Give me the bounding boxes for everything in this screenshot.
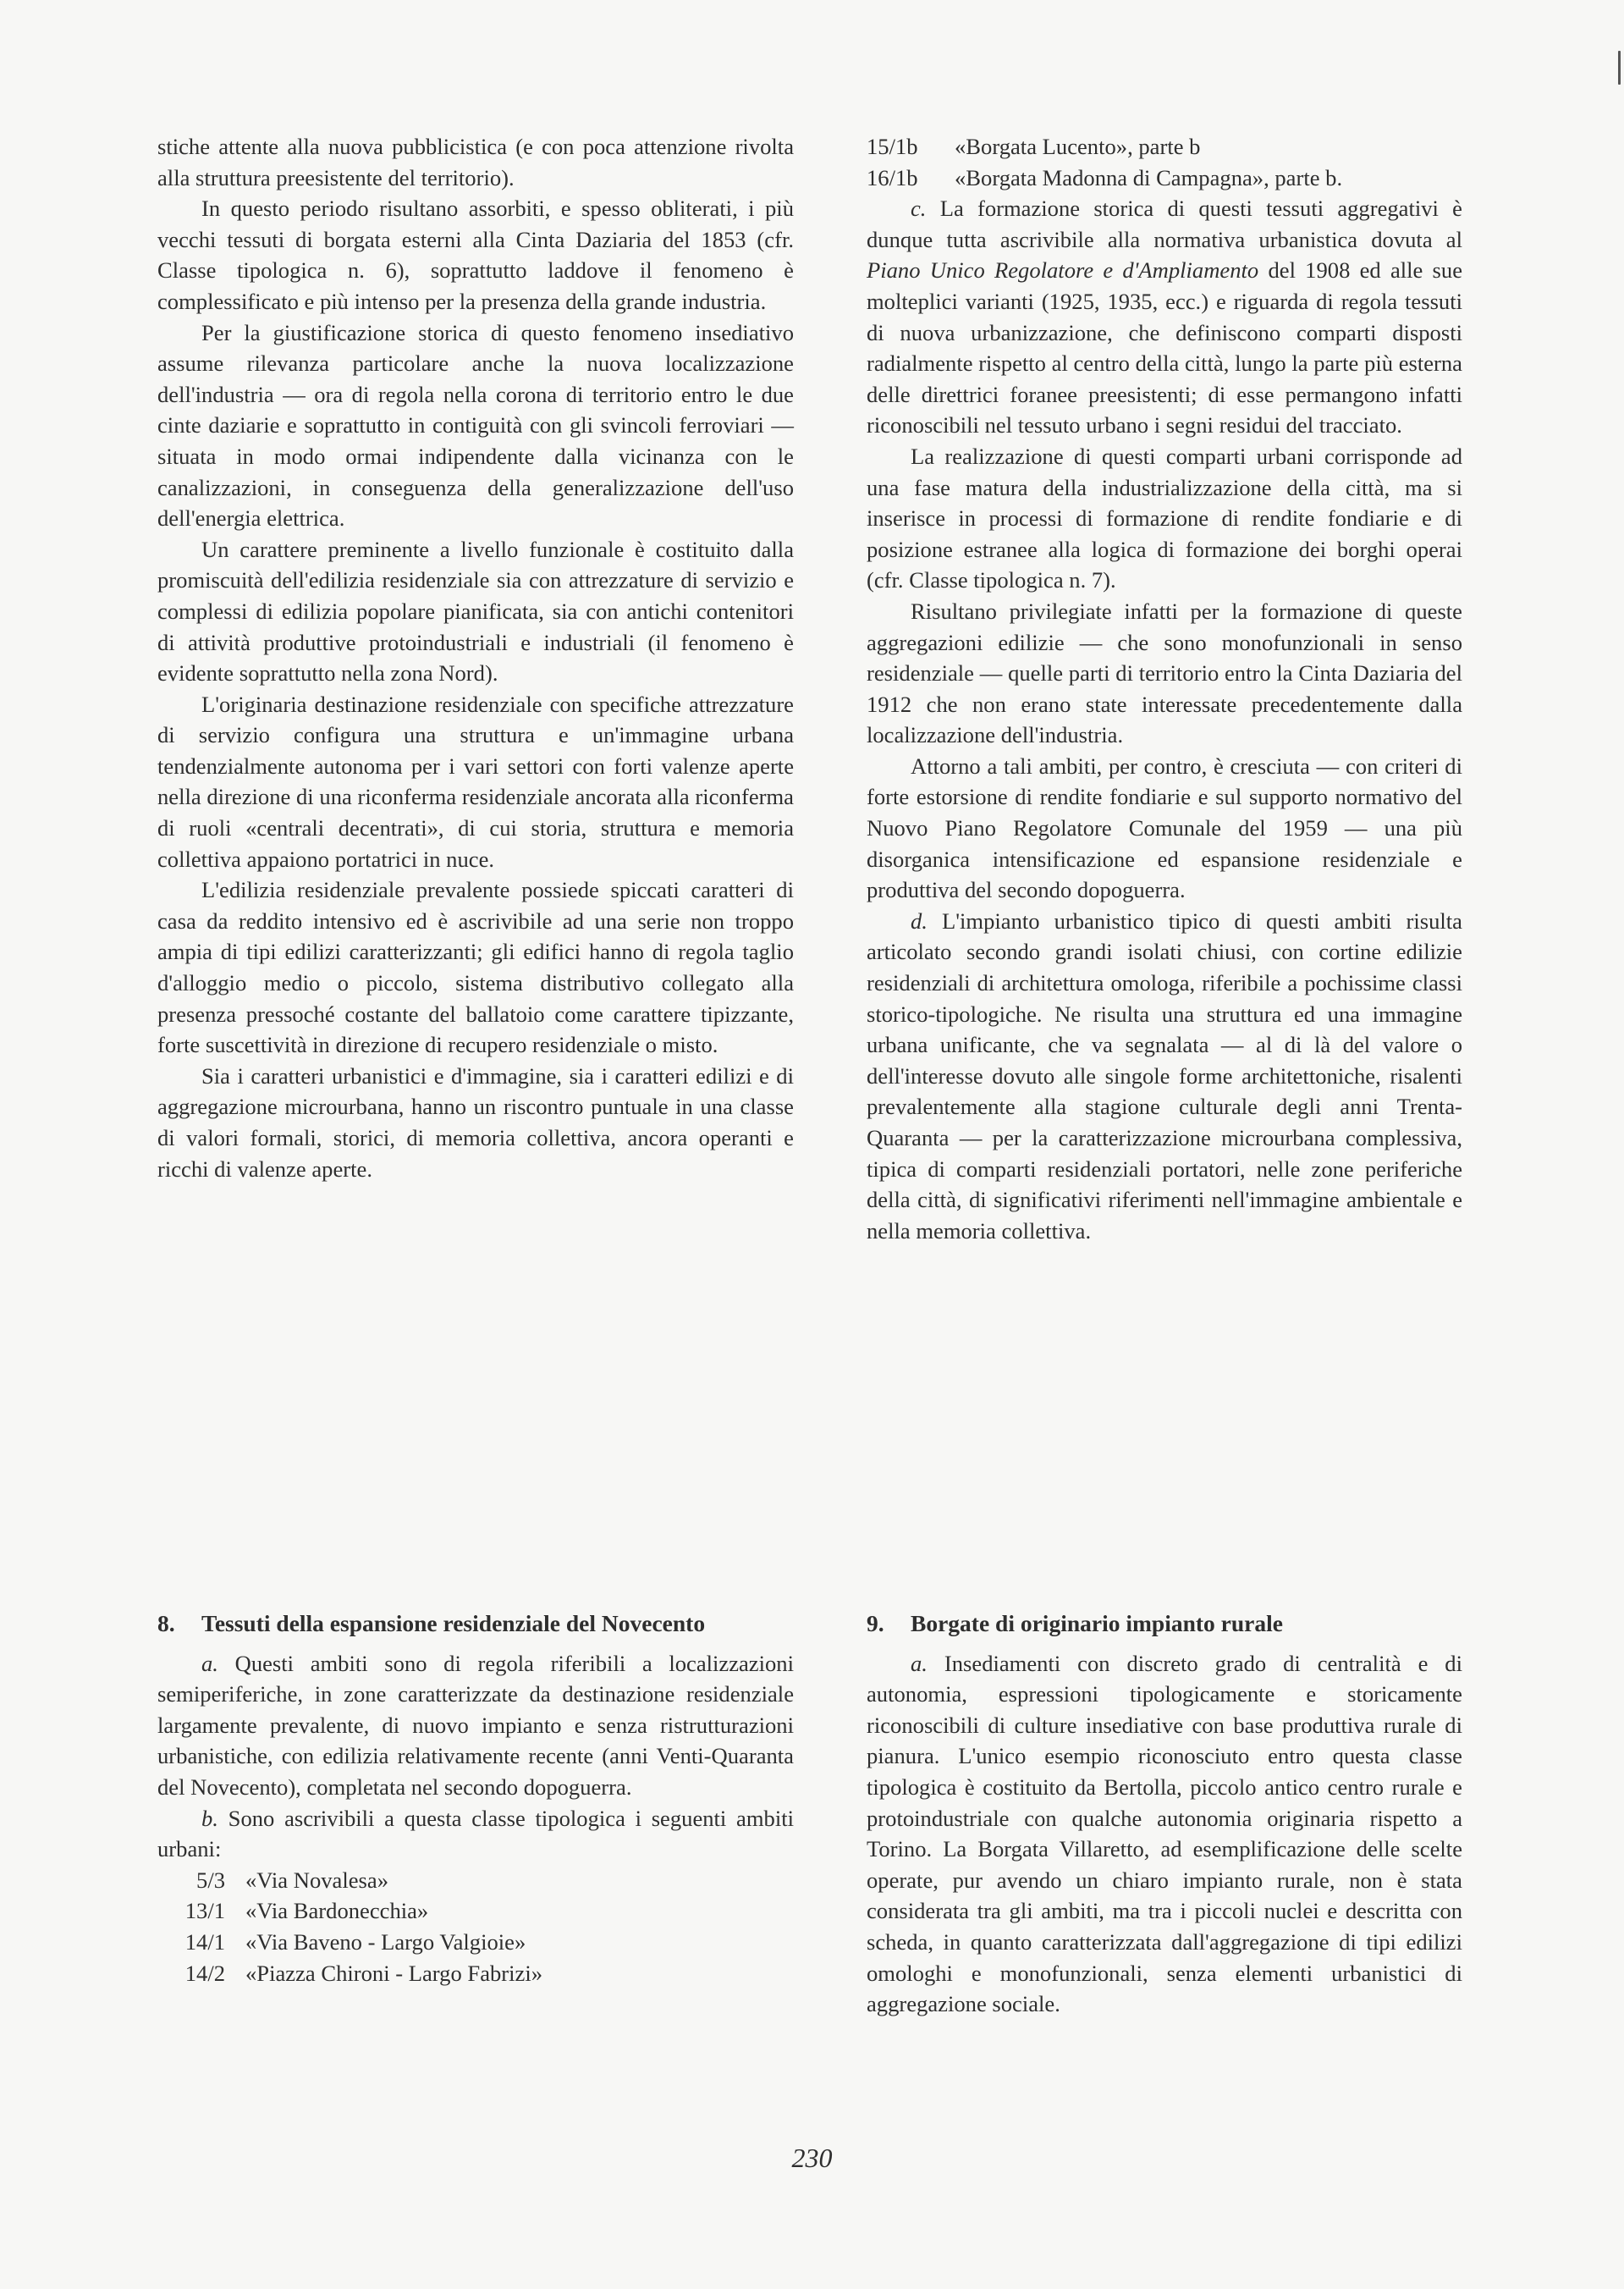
section-title: Tessuti della espansione residenziale del Novecento <box>201 1610 706 1636</box>
paragraph: stiche attente alla nuova pubblicistica (e con poca attenzione rivolta alla struttura preesistente del territorio). <box>157 134 794 190</box>
list-item <box>157 1865 794 1896</box>
section-number: 8. <box>157 1610 175 1636</box>
paragraph: L'originaria destinazione residenziale con specifiche attrezzature di servizio configura una struttura e un'immagine urbana tendenzialmente autonoma per i vari settori con forti valenze aperte nella direzione di una riconferma residenziale ancorata alla riconferma di ruoli «centrali decentrati», di cui storia, struttura e memoria collettiva appaiono portatrici in nuce. <box>157 691 794 872</box>
section-number: 9. <box>867 1610 884 1636</box>
section-title: Borgate di originario impianto rurale <box>911 1610 1283 1636</box>
section-heading <box>867 1608 1462 1640</box>
column-top-left <box>157 131 794 1184</box>
list-item <box>157 1958 794 1989</box>
paragraph-a <box>157 1648 794 1803</box>
paragraph-text: L'impianto urbanistico tipico di questi ambiti risulta articolato secondo grandi isolati chiusi, con cortine edilizie residenziali di architettura omologa, riferibile a pochissime classi storico-tipologiche. Ne risulta una struttura ed una immagine urbana unificante, che va segnalata — al di là del valore o dell'interesse dovuto alle singole forme architettoniche, risalenti prevalentemente alla stagione culturale degli anni Trenta-Quaranta — per la caratterizzazione microurbana complessiva, tipica di comparti residenziali portatori, nelle zone periferiche della città, di significativi riferimenti nell'immagine ambientale e nella memoria collettiva. <box>867 907 1462 1244</box>
paragraph-letter: a. <box>201 1650 218 1676</box>
ambito-code: 13/1 <box>184 1898 225 1924</box>
ambito-code: 5/3 <box>196 1867 225 1893</box>
list-item <box>157 1927 794 1958</box>
paragraph: La realizzazione di questi comparti urbani corrisponde ad una fase matura della industrializzazione della città, ma si inserisce in processi di formazione di rendite fondiarie e di posizione estranee alla logica di formazione dei borghi operai (cfr. Classe tipologica n. 7). <box>867 443 1462 593</box>
paragraph-letter: c. <box>911 196 927 222</box>
ambito-code: 14/1 <box>184 1928 225 1955</box>
ambito-name: «Via Novalesa» <box>245 1867 388 1893</box>
paragraph-b <box>157 1803 794 1865</box>
page-number: 230 <box>791 2143 833 2173</box>
section-8 <box>157 1608 794 1988</box>
section-9 <box>867 1608 1462 2020</box>
paragraph: Risultano privilegiate infatti per la formazione di queste aggregazioni edilizie — che sono monofunzionali in senso residenziale — quelle parti di territorio entro la Cinta Daziaria del 1912 che non erano state interessate precedentemente dalla localizzazione dell'industria. <box>867 598 1462 748</box>
ambito-name: «Piazza Chironi - Largo Fabrizi» <box>245 1960 543 1986</box>
ambito-code: 15/1b <box>867 134 918 159</box>
paragraph: Sia i caratteri urbanistici e d'immagine, sia i caratteri edilizi e di aggregazione microurbana, hanno un riscontro puntuale in una classe di valori formali, storici, di memoria collettiva, ancora operanti e ricchi di valenze aperte. <box>157 1062 794 1182</box>
paragraph-text: La formazione storica di questi tessuti aggregativi è dunque tutta ascrivibile alla normativa urbanistica dovuta al <box>867 196 1462 252</box>
paragraph-a <box>867 1648 1462 2020</box>
paragraph: Attorno a tali ambiti, per contro, è cresciuta — con criteri di forte estorsione di rendite fondiarie e sul supporto normativo del Nuovo Piano Regolatore Comunale del 1959 — una più disorganica intensificazione ed espansione residenziale e produttiva del secondo dopoguerra. <box>867 753 1462 903</box>
list-item <box>157 1895 794 1927</box>
ambito-name: «Borgata Madonna di Campagna», parte b. <box>955 164 1343 190</box>
scan-edge-mark <box>1618 51 1621 85</box>
paragraph-c <box>867 193 1462 441</box>
ambito-name: «Via Baveno - Largo Valgioie» <box>245 1928 526 1955</box>
paragraph: L'edilizia residenziale prevalente possiede spiccati caratteri di casa da reddito intensivo ed è ascrivibile ad una serie non troppo ampia di tipi edilizi caratterizzanti; gli edifici hanno di regola taglio d'alloggio medio o piccolo, sistema distributivo collegato alla presenza pressoché costante del ballatoio come carattere tipizzante, forte suscettività in direzione di recupero residenziale o misto. <box>157 877 794 1058</box>
paragraph: Per la giustificazione storica di questo fenomeno insediativo assume rilevanza particolare anche la nuova localizzazione dell'industria — ora di regola nella corona di territorio entro le due cinte daziarie e soprattutto in contiguità con gli svincoli ferroviari — situata in modo ormai indipendente dalla vicinanza con le canalizzazioni, in conseguenza della generalizzazione dell'uso dell'energia elettrica. <box>157 319 794 532</box>
section-heading <box>157 1608 794 1640</box>
list-item <box>867 163 1462 194</box>
paragraph-text: Insediamenti con discreto grado di centralità e di autonomia, espressioni tipologicamente e storicamente riconoscibili di culture insediative con base produttiva rurale di pianura. L'unico esempio riconosciuto entro questa classe tipologica è costituito da Bertolla, piccolo antico centro rurale e protoindustriale con qualche autonomia originaria rispetto a Torino. La Borgata Villaretto, ad esemplificazione delle scelte operate, pur avendo un chiaro impianto rurale, non è stata considerata tra gli ambiti, ma tra i piccoli nuclei e descritta con scheda, in quanto caratterizzata dall'aggregazione di tipi edilizi omologhi e monofunzionali, senza elementi urbanistici di aggregazione sociale. <box>867 1650 1462 2017</box>
plan-title: Piano Unico Regolatore e d'Ampliamento <box>867 257 1259 284</box>
paragraph: Un carattere preminente a livello funzionale è costituito dalla promiscuità dell'edilizia residenziale sia con attrezzature di servizio e complessi di edilizia popolare pianificata, sia con antichi contenitori di attività produttive protoindustriali e industriali (il fenomeno è evidente soprattutto nella zona Nord). <box>157 536 794 687</box>
ambito-name: «Via Bardonecchia» <box>245 1898 429 1924</box>
column-top-right <box>867 131 1462 1246</box>
paragraph-text: Sono ascrivibili a questa classe tipologica i seguenti ambiti urbani: <box>157 1805 794 1862</box>
ambito-code: 14/2 <box>184 1960 225 1986</box>
ambito-code: 16/1b <box>867 164 918 190</box>
paragraph-text: Questi ambiti sono di regola riferibili a localizzazioni semiperiferiche, in zone caratterizzate da destinazione residenziale largamente prevalente, di nuovo impianto e senza ristrutturazioni urbanistiche, con edilizia relativamente recente (anni Venti-Quaranta del Novecento), completata nel secondo dopoguerra. <box>157 1650 794 1800</box>
list-item <box>867 131 1462 163</box>
paragraph-letter: b. <box>201 1805 218 1831</box>
paragraph: In questo periodo risultano assorbiti, e spesso obliterati, i più vecchi tessuti di borgata esterni alla Cinta Daziaria del 1853 (cfr. Classe tipologica n. 6), soprattutto laddove il fenomeno è complessificato e più intenso per la presenza della grande industria. <box>157 196 794 314</box>
paragraph-letter: a. <box>911 1650 928 1676</box>
ambito-name: «Borgata Lucento», parte b <box>955 134 1201 159</box>
paragraph-letter: d. <box>911 907 928 934</box>
paragraph-d <box>867 906 1462 1247</box>
paragraph-text: del 1908 ed alle sue molteplici varianti (1925, 1935, ecc.) e riguarda di regola tessuti di nuova urbanizzazione, che definiscono comparti disposti radialmente rispetto al centro della città, lungo la parte più esterna delle direttrici foranee preesistenti; di esse permangono infatti riconoscibili nel tessuto urbano i segni residui del tracciato. <box>867 257 1463 438</box>
